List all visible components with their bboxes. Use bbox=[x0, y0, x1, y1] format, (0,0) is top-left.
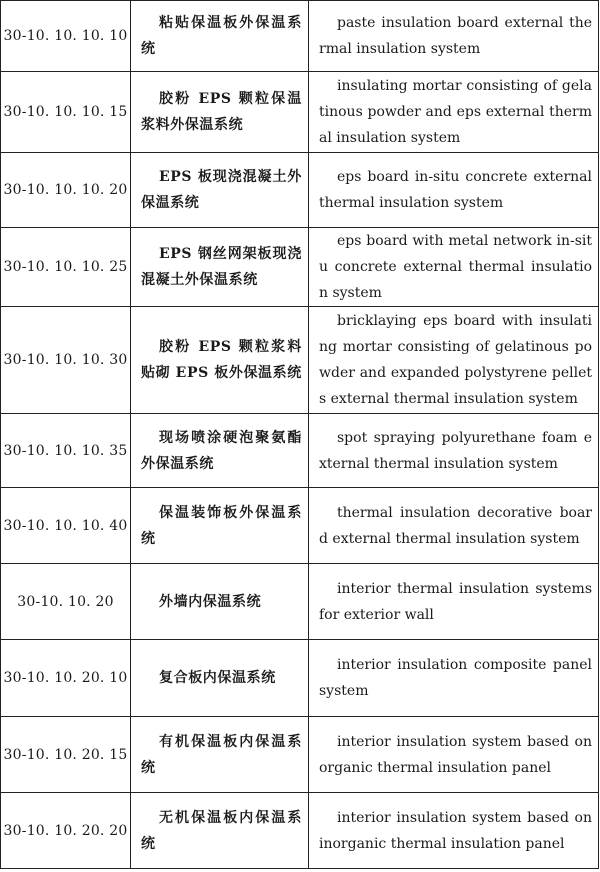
term-english: spot spraying polyurethane foam external thermal insulation system bbox=[309, 414, 599, 488]
term-code: 30-10. 10. 10. 10 bbox=[1, 1, 131, 72]
term-chinese: EPS 钢丝网架板现浇混凝土外保温系统 bbox=[131, 228, 309, 307]
table-row bbox=[1, 307, 599, 414]
table-row bbox=[1, 488, 599, 564]
term-code: 30-10. 10. 10. 40 bbox=[1, 488, 131, 564]
term-chinese: 复合板内保温系统 bbox=[131, 640, 309, 717]
term-code: 30-10. 10. 10. 25 bbox=[1, 228, 131, 307]
term-chinese: 外墙内保温系统 bbox=[131, 564, 309, 640]
term-chinese: 粘贴保温板外保温系统 bbox=[131, 1, 309, 72]
table-row bbox=[1, 717, 599, 793]
term-chinese: 无机保温板内保温系统 bbox=[131, 793, 309, 869]
term-chinese: EPS 板现浇混凝土外保温系统 bbox=[131, 153, 309, 228]
term-chinese: 胶粉 EPS 颗粒保温浆料外保温系统 bbox=[131, 72, 309, 153]
term-english: paste insulation board external thermal insulation system bbox=[309, 1, 599, 72]
term-code: 30-10. 10. 20. 10 bbox=[1, 640, 131, 717]
table-row bbox=[1, 793, 599, 869]
term-english: bricklaying eps board with insulating mortar consisting of gelatinous powder and expanded polystyrene pellets external thermal insulation system bbox=[309, 307, 599, 414]
term-code: 30-10. 10. 10. 15 bbox=[1, 72, 131, 153]
term-english: eps board in-situ concrete external thermal insulation system bbox=[309, 153, 599, 228]
table-row bbox=[1, 228, 599, 307]
term-english: interior thermal insulation systems for exterior wall bbox=[309, 564, 599, 640]
term-code: 30-10. 10. 20 bbox=[1, 564, 131, 640]
term-english: thermal insulation decorative board external thermal insulation system bbox=[309, 488, 599, 564]
table-row bbox=[1, 72, 599, 153]
table-row bbox=[1, 414, 599, 488]
term-code: 30-10. 10. 20. 20 bbox=[1, 793, 131, 869]
table-row bbox=[1, 564, 599, 640]
term-chinese: 保温装饰板外保温系统 bbox=[131, 488, 309, 564]
term-code: 30-10. 10. 20. 15 bbox=[1, 717, 131, 793]
term-english: interior insulation composite panel system bbox=[309, 640, 599, 717]
term-code: 30-10. 10. 10. 30 bbox=[1, 307, 131, 414]
term-english: eps board with metal network in-situ concrete external thermal insulation system bbox=[309, 228, 599, 307]
term-english: insulating mortar consisting of gelatinous powder and eps external thermal insulation system bbox=[309, 72, 599, 153]
table-row bbox=[1, 640, 599, 717]
table-row bbox=[1, 153, 599, 228]
term-chinese: 胶粉 EPS 颗粒浆料贴砌 EPS 板外保温系统 bbox=[131, 307, 309, 414]
term-code: 30-10. 10. 10. 35 bbox=[1, 414, 131, 488]
term-english: interior insulation system based on inorganic thermal insulation panel bbox=[309, 793, 599, 869]
term-chinese: 有机保温板内保温系统 bbox=[131, 717, 309, 793]
term-code: 30-10. 10. 10. 20 bbox=[1, 153, 131, 228]
term-english: interior insulation system based on organic thermal insulation panel bbox=[309, 717, 599, 793]
table-row bbox=[1, 1, 599, 72]
term-chinese: 现场喷涂硬泡聚氨酯外保温系统 bbox=[131, 414, 309, 488]
